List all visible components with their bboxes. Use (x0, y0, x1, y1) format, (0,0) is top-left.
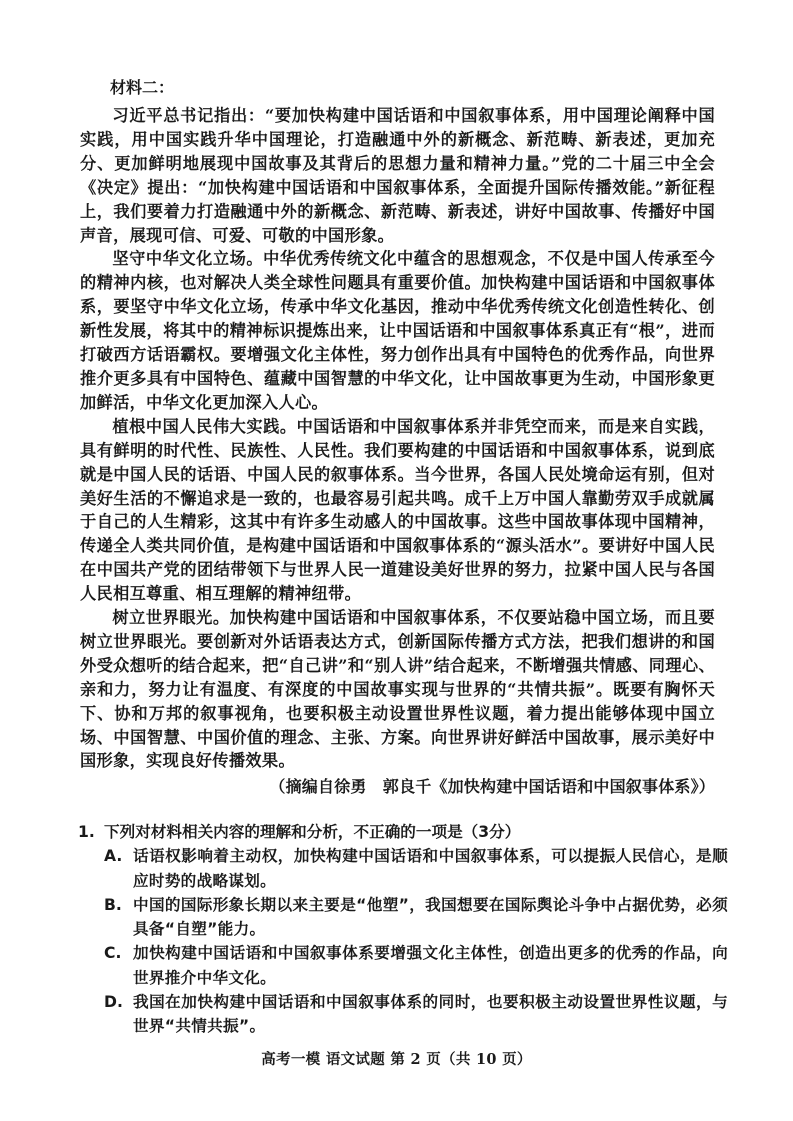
question-number: 1. (78, 823, 95, 841)
option-letter: C. (104, 944, 122, 963)
option-text: 加快构建中国话语和中国叙事体系要增强文化主体性，创造出更多的优秀的作品，向世界推介中华文化。 (133, 944, 728, 987)
option-text: 中国的国际形象长期以来主要是“他塑”，我国想要在国际舆论斗争中占据优势，必须具备“自塑”能力。 (133, 895, 728, 939)
option-c (104, 941, 728, 990)
passage-paragraph: 树立世界眼光。加快构建中国话语和中国叙事体系，不仅要站稳中国立场，而且要树立世界眼光。要创新对外话语表达方式，创新国际传播方式方法，把我们想讲的和国外受众想听的结合起来，把“自己讲”和“别人讲”结合起来，不断增强共情感、同理心、亲和力，努力让有温度、有深度的中国故事实现与世界的“共情共振”。既要有胸怀天下、协和万邦的叙事视角，也要积极主动设置世界性议题，着力提出能够体现中国立场、中国智慧、中国价值的理念、主张、方案。向世界讲好鲜活中国故事，展示美好中国形象，实现良好传播效果。 (80, 608, 715, 771)
option-letter: B. (104, 895, 122, 914)
passage-paragraph: 植根中国人民伟大实践。中国话语和中国叙事体系并非凭空而来，而是来自实践，具有鲜明的时代性、民族性、人民性。我们要构建的中国话语和中国叙事体系，说到底就是中国人民的话语、中国人民的叙事体系。当今世界，各国人民处境命运有别，但对美好生活的不懈追求是一致的，也最容易引起共鸣。成千上万中国人靠勤劳双手成就属于自己的人生精彩，这其中有许多生动感人的中国故事。这些中国故事体现中国精神，传递全人类共同价值，是构建中国话语和中国叙事体系的“源头活水”。要讲好中国人民在中国共产党的团结带领下与世界人民一道建设美好世界的努力，拉紧中国人民与各国人民相互尊重、相互理解的精神纽带。 (80, 416, 715, 604)
option-letter: D. (104, 993, 123, 1012)
option-b (104, 893, 728, 942)
question-stem (78, 820, 728, 844)
reading-passage (80, 104, 715, 773)
question-block (78, 820, 728, 1039)
option-d (104, 990, 728, 1039)
passage-paragraph: 坚守中华文化立场。中华优秀传统文化中蕴含的思想观念，不仅是中国人传承至今的精神内核，也对解决人类全球性问题具有重要价值。加快构建中国话语和中国叙事体系，要坚守中华文化立场，传承中华文化基因，推动中华优秀传统文化创造性转化、创新性发展，将其中的精神标识提炼出来，让中国话语和中国叙事体系真正有“根”，进而打破西方话语霸权。要增强文化主体性，努力创作出具有中国特色的优秀作品，向世界推介更多具有中国特色、蕴藏中国智慧的中华文化，让中国故事更为生动，中国形象更加鲜活，中华文化更加深入人心。 (80, 249, 715, 412)
source-citation: （摘编自徐勇 郭良千《加快构建中国话语和中国叙事体系》） (269, 777, 715, 796)
option-letter: A. (104, 847, 123, 866)
passage-paragraph: 习近平总书记指出：“要加快构建中国话语和中国叙事体系，用中国理论阐释中国实践，用中国实践升华中国理论，打造融通中外的新概念、新范畴、新表述，更加充分、更加鲜明地展现中国故事及其背后的思想力量和精神力量。”党的二十届三中全会《决定》提出：“加快构建中国话语和中国叙事体系，全面提升国际传播效能。”新征程上，我们要着力打造融通中外的新概念、新范畴、新表述，讲好中国故事、传播好中国声音，展现可信、可爱、可敬的中国形象。 (80, 106, 715, 245)
section-heading: 材料二： (110, 78, 175, 97)
question-text: 下列对材料相关内容的理解和分析，不正确的一项是（3分） (104, 823, 521, 841)
option-a (104, 844, 728, 893)
option-text: 我国在加快构建中国话语和中国叙事体系的同时，也要积极主动设置世界性议题，与世界“共情共振”。 (133, 993, 728, 1036)
page-footer: 高考一模 语文试题 第 2 页（共 10 页） (261, 1051, 532, 1068)
option-text: 话语权影响着主动权，加快构建中国话语和中国叙事体系，可以提振人民信心，是顺应时势的战略谋划。 (133, 847, 728, 890)
